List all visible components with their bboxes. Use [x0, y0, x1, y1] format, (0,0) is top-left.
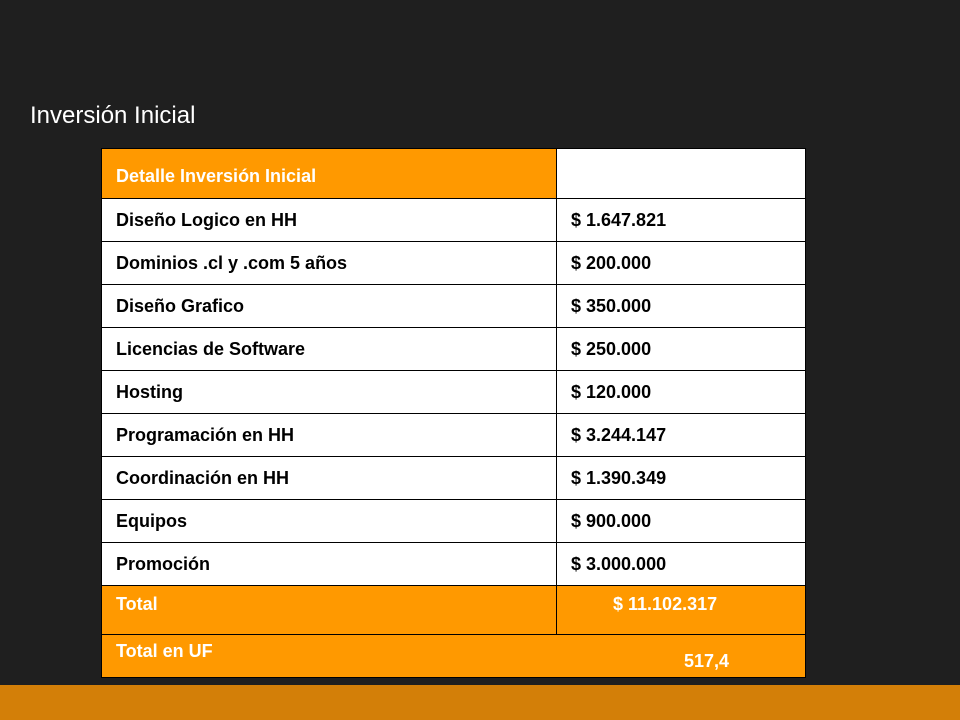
table-row	[102, 242, 806, 285]
investment-table	[101, 148, 806, 678]
item-label: Dominios .cl y .com 5 años	[102, 242, 557, 285]
item-label: Programación en HH	[102, 414, 557, 457]
item-label: Equipos	[102, 500, 557, 543]
table-row	[102, 457, 806, 500]
header-value-cell	[557, 149, 806, 199]
total-row	[102, 586, 806, 635]
item-label: Diseño Logico en HH	[102, 199, 557, 242]
item-label: Diseño Grafico	[102, 285, 557, 328]
item-label: Licencias de Software	[102, 328, 557, 371]
table-row	[102, 285, 806, 328]
slide-title: Inversión Inicial	[30, 102, 196, 129]
item-value: $ 3.244.147	[557, 414, 806, 457]
table-row	[102, 500, 806, 543]
item-value: $ 3.000.000	[557, 543, 806, 586]
item-label: Hosting	[102, 371, 557, 414]
item-label: Coordinación en HH	[102, 457, 557, 500]
total-uf-cell	[102, 635, 806, 678]
total-uf-value: 517,4	[684, 651, 730, 671]
item-value: $ 250.000	[557, 328, 806, 371]
investment-table-container	[101, 148, 805, 678]
item-value: $ 1.647.821	[557, 199, 806, 242]
table-row	[102, 328, 806, 371]
table-row	[102, 543, 806, 586]
total-value: $ 11.102.317	[557, 586, 806, 635]
item-value: $ 200.000	[557, 242, 806, 285]
item-value: $ 350.000	[557, 285, 806, 328]
bottom-accent-bar	[0, 685, 960, 720]
total-uf-row	[102, 635, 806, 678]
item-value: $ 900.000	[557, 500, 806, 543]
header-label-cell: Detalle Inversión Inicial	[102, 149, 557, 199]
table-row	[102, 414, 806, 457]
table-header-row	[102, 149, 806, 199]
table-row	[102, 371, 806, 414]
total-uf-label: Total en UF	[116, 641, 213, 661]
table-row	[102, 199, 806, 242]
item-value: $ 120.000	[557, 371, 806, 414]
total-label: Total	[102, 586, 557, 635]
item-value: $ 1.390.349	[557, 457, 806, 500]
item-label: Promoción	[102, 543, 557, 586]
